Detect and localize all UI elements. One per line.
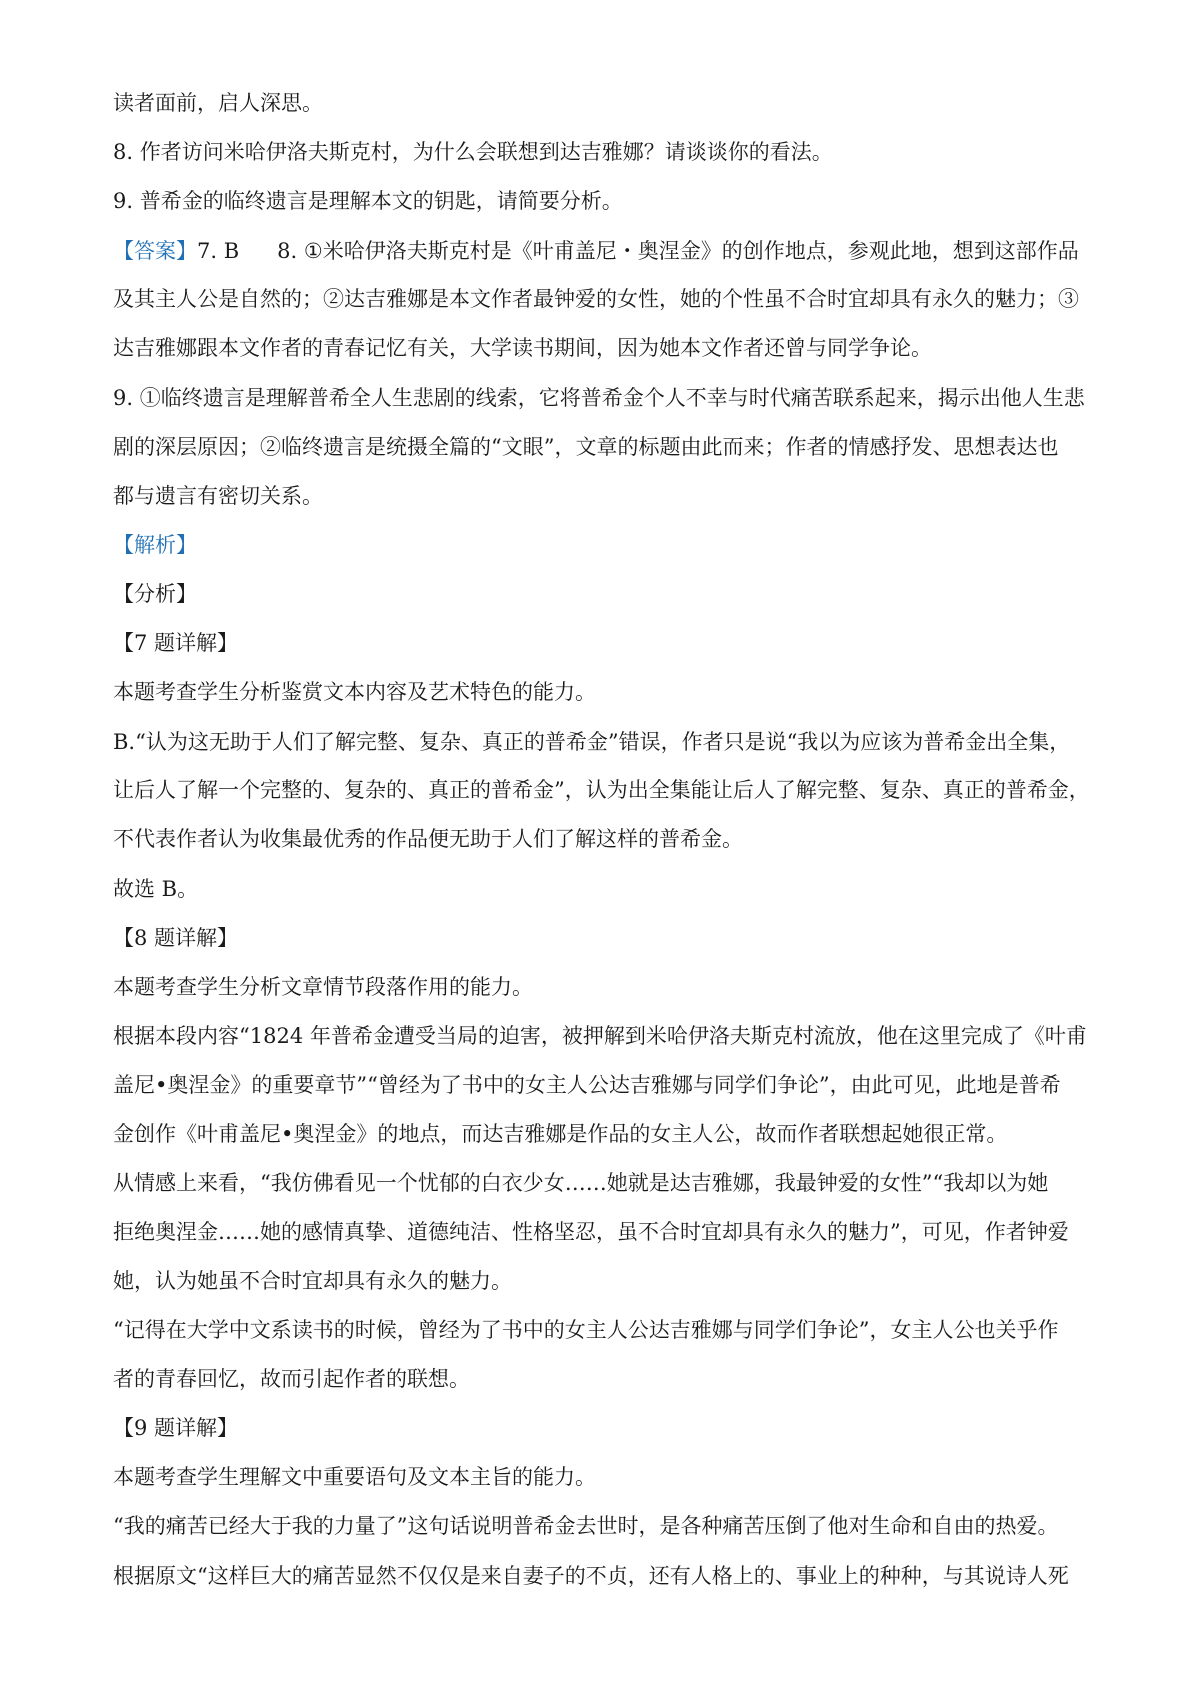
text-line: 都与遗言有密切关系。 [113,484,323,508]
text-line: 本题考查学生理解文中重要语句及文本主旨的能力。 [113,1465,596,1489]
text-line: “记得在大学中文系读书的时候，曾经为了书中的女主人公达吉雅娜与同学们争论”，女主人公也关乎作 [113,1318,1059,1342]
text-line: 读者面前，启人深思。 [113,91,323,115]
section-heading: 【7 题详解】 [113,631,239,655]
text-line: 本题考查学生分析文章情节段落作用的能力。 [113,975,533,999]
text-line: 金创作《叶甫盖尼•奥涅金》的地点，而达吉雅娜是作品的女主人公，故而作者联想起她很正常。 [113,1122,1008,1146]
text-line: 根据原文“这样巨大的痛苦显然不仅仅是来自妻子的不贞，还有人格上的、事业上的种种，与其说诗人死 [113,1564,1069,1588]
text-line: 者的青春回忆，故而引起作者的联想。 [113,1367,470,1391]
text-line: “我的痛苦已经大于我的力量了”这句话说明普希金去世时，是各种痛苦压倒了他对生命和自由的热爱。 [113,1514,1059,1538]
answer-q7: 7. B [197,239,240,263]
text-line: 不代表作者认为收集最优秀的作品便无助于人们了解这样的普希金。 [113,827,743,851]
text-line: 根据本段内容“1824 年普希金遭受当局的迫害，被押解到米哈伊洛夫斯克村流放，他在这里完成了《叶甫 [113,1024,1087,1048]
answer-q8-line: 8. ①米哈伊洛夫斯克村是《叶甫盖尼・奥涅金》的创作地点，参观此地，想到这部作品 [277,239,1079,263]
section-heading: 【9 题详解】 [113,1416,239,1440]
answer-q9-line: 9. ①临终遗言是理解普希全人生悲剧的线索，它将普希金个人不幸与时代痛苦联系起来，揭示出他人生悲 [113,386,1085,410]
text-line: 拒绝奥涅金……她的感情真挚、道德纯洁、性格坚忍，虽不合时宜却具有永久的魅力”，可见，作者钟爱 [113,1220,1069,1244]
text-line: 及其主人公是自然的；②达吉雅娜是本文作者最钟爱的女性，她的个性虽不合时宜却具有永久的魅力；③ [113,287,1079,311]
question-9: 9. 普希金的临终遗言是理解本文的钥匙，请简要分析。 [113,189,623,213]
text-line: B.“认为这无助于人们了解完整、复杂、真正的普希金”错误，作者只是说“我以为应该为普希金出全集， [113,730,1071,754]
text-line: 她，认为她虽不合时宜却具有永久的魅力。 [113,1269,512,1293]
text-line: 本题考查学生分析鉴赏文本内容及艺术特色的能力。 [113,680,596,704]
text-line: 让后人了解一个完整的、复杂的、真正的普希金”，认为出全集能让后人了解完整、复杂、真正的普希金， [113,778,1090,802]
text-line: 剧的深层原因；②临终遗言是统摄全篇的“文眼”，文章的标题由此而来；作者的情感抒发、思想表达也 [113,435,1059,459]
analysis-label: 【解析】 [113,533,197,557]
section-heading: 【分析】 [113,582,197,606]
question-8: 8. 作者访问米哈伊洛夫斯克村，为什么会联想到达吉雅娜？请谈谈你的看法。 [113,140,833,164]
answer-label: 【答案】 [113,239,197,263]
section-heading: 【8 题详解】 [113,926,239,950]
answer-line-1 [113,236,1103,266]
text-line: 盖尼•奥涅金》的重要章节”“曾经为了书中的女主人公达吉雅娜与同学们争论”，由此可见，此地是普希 [113,1073,1061,1097]
text-line: 故选 B。 [113,877,199,901]
text-line: 达吉雅娜跟本文作者的青春记忆有关，大学读书期间，因为她本文作者还曾与同学争论。 [113,336,932,360]
text-line: 从情感上来看，“我仿佛看见一个忧郁的白衣少女……她就是达吉雅娜，我最钟爱的女性”“我却以为她 [113,1171,1049,1195]
